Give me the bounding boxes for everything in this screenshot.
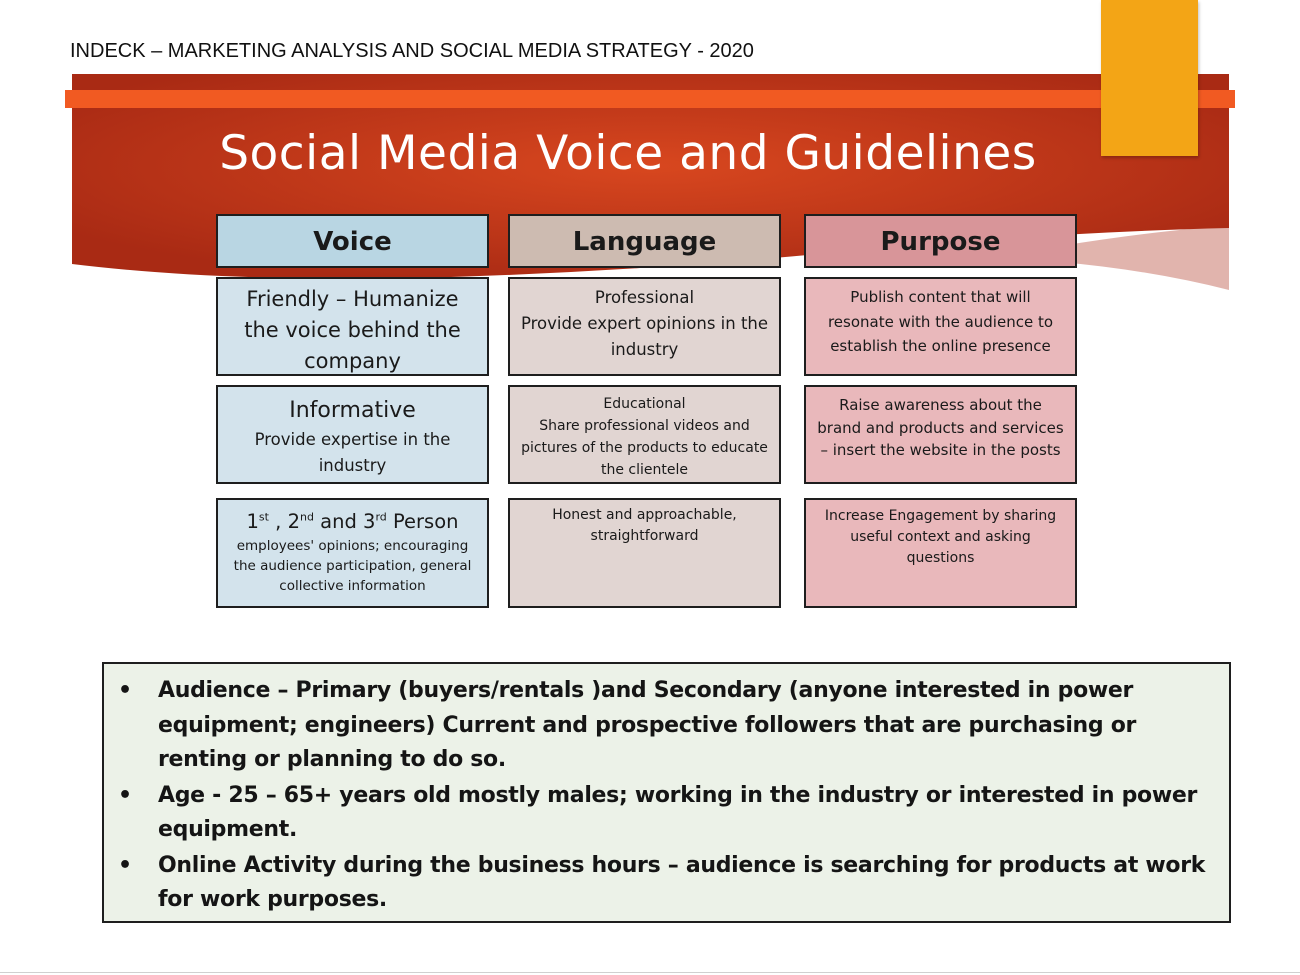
language-professional-desc: Provide expert opinions in the industry <box>520 314 769 359</box>
purpose-cell-engagement <box>804 498 1077 608</box>
voice-informative-title: Informative <box>289 398 416 423</box>
person-word: Person <box>386 510 459 533</box>
purpose-engagement-text: Increase Engagement by sharing useful context and asking questions <box>824 508 1057 566</box>
voice-person-heading <box>224 508 481 536</box>
person-third-sup: rd <box>375 510 387 524</box>
summary-item-text: Audience – Primary (buyers/rentals )and Secondary (anyone interested in power equipment; engineers) Current and prospective followers that are purchasing or renting or planning to do so. <box>158 678 1137 772</box>
voice-cell-informative <box>216 385 489 484</box>
purpose-cell-awareness <box>804 385 1077 484</box>
purpose-awareness-text: Raise awareness about the brand and products and services – insert the website in the posts <box>817 396 1064 459</box>
summary-item-online-activity <box>114 849 1209 918</box>
language-cell-educational <box>508 385 781 484</box>
person-sep1: , 2 <box>268 510 300 533</box>
language-educational-desc: Share professional videos and pictures of the products to educate the clientele <box>521 418 768 478</box>
language-professional-title: Professional <box>594 288 695 307</box>
banner-stripe <box>65 90 1235 108</box>
language-header: Language <box>508 214 781 268</box>
voice-cell-person <box>216 498 489 608</box>
voice-friendly-text: Friendly – Humanize the voice behind the company <box>244 287 461 373</box>
slide-title: Social Media Voice and Guidelines <box>219 126 1037 181</box>
voice-header: Voice <box>216 214 489 268</box>
bullet-icon: • <box>118 852 132 878</box>
summary-box <box>102 662 1231 923</box>
summary-list <box>114 674 1209 918</box>
language-educational-title: Educational <box>603 396 686 412</box>
person-first: 1 <box>246 510 259 533</box>
bullet-icon: • <box>118 782 132 808</box>
voice-cell-friendly <box>216 277 489 376</box>
summary-item-text: Age - 25 – 65+ years old mostly males; working in the industry or interested in power equipment. <box>158 782 1198 842</box>
person-first-sup: st <box>258 510 269 524</box>
bullet-icon: • <box>118 678 132 703</box>
person-sep2: and 3 <box>313 510 376 533</box>
person-second-sup: nd <box>299 510 314 524</box>
language-cell-professional <box>508 277 781 376</box>
summary-item-age <box>114 779 1209 848</box>
summary-item-text: Online Activity during the business hours – audience is searching for products at work for work purposes. <box>158 852 1206 912</box>
banner-lower-shadow <box>1060 226 1229 290</box>
bottom-divider <box>0 972 1300 973</box>
voice-person-desc: employees' opinions; encouraging the audience participation, general collective information <box>233 538 472 594</box>
summary-item-audience <box>114 674 1209 778</box>
language-cell-honest <box>508 498 781 608</box>
language-honest-text: Honest and approachable, straightforward <box>552 507 737 544</box>
voice-informative-desc: Provide expertise in the industry <box>254 430 451 475</box>
purpose-header: Purpose <box>804 214 1077 268</box>
purpose-publish-text: Publish content that will resonate with the audience to establish the online presence <box>827 288 1054 355</box>
purpose-cell-publish <box>804 277 1077 376</box>
document-header: INDECK – MARKETING ANALYSIS AND SOCIAL MEDIA STRATEGY - 2020 <box>70 40 754 62</box>
